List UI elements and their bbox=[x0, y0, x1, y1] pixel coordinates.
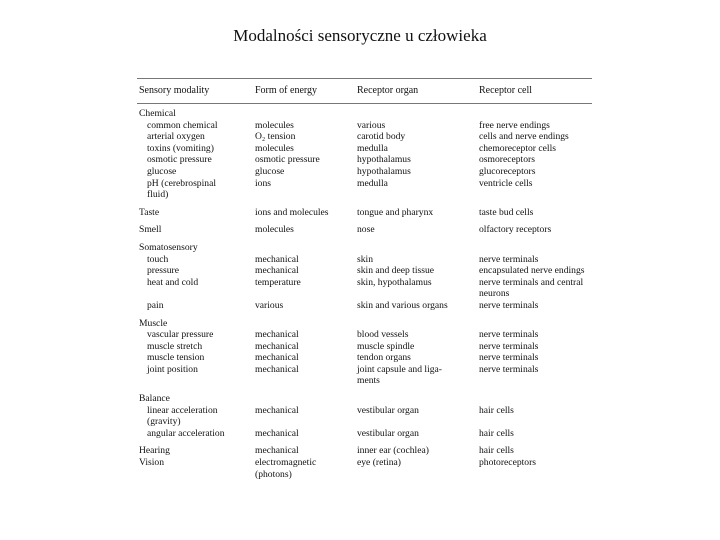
table-row bbox=[137, 300, 592, 312]
table-row bbox=[137, 288, 592, 300]
header-form-of-energy: Form of energy bbox=[255, 85, 318, 96]
energy-cell: various bbox=[255, 299, 284, 311]
receptor-cell: photoreceptors bbox=[479, 457, 537, 469]
energy-cell: molecules bbox=[255, 142, 294, 154]
table-row bbox=[137, 364, 592, 376]
organ-cell: tongue and pharynx bbox=[357, 206, 434, 218]
receptor-cell: nerve terminals bbox=[479, 340, 539, 352]
receptor-cell: taste bud cells bbox=[479, 206, 534, 218]
table-body bbox=[137, 108, 592, 480]
receptor-cell: free nerve endings bbox=[479, 119, 550, 131]
energy-cell: glucose bbox=[255, 165, 285, 177]
organ-cell: hypothalamus bbox=[357, 165, 411, 177]
energy-cell: mechanical bbox=[255, 265, 299, 277]
table-row bbox=[137, 405, 592, 417]
energy-cell: electromagnetic bbox=[255, 457, 317, 469]
modality-cell: fluid) bbox=[147, 189, 169, 201]
organ-cell: vestibular organ bbox=[357, 427, 419, 439]
modality-cell: angular acceleration bbox=[147, 427, 225, 439]
receptor-cell: nerve terminals bbox=[479, 363, 539, 375]
energy-cell: molecules bbox=[255, 119, 294, 131]
table-row bbox=[137, 318, 592, 330]
energy-cell: molecules bbox=[255, 224, 294, 236]
receptor-cell: nerve terminals and central bbox=[479, 276, 584, 288]
organ-cell: skin and various organs bbox=[357, 299, 448, 311]
modality-cell: joint position bbox=[147, 363, 198, 375]
energy-cell: mechanical bbox=[255, 340, 299, 352]
table-row bbox=[137, 224, 592, 236]
modality-cell: touch bbox=[147, 253, 169, 265]
table-row bbox=[137, 131, 592, 143]
energy-cell: mechanical bbox=[255, 363, 299, 375]
energy-cell: mechanical bbox=[255, 445, 299, 457]
table-row bbox=[137, 469, 592, 481]
organ-cell: carotid body bbox=[357, 131, 406, 143]
header-sensory-modality: Sensory modality bbox=[139, 85, 210, 96]
organ-cell: blood vessels bbox=[357, 329, 409, 341]
organ-cell: eye (retina) bbox=[357, 457, 401, 469]
energy-cell: mechanical bbox=[255, 352, 299, 364]
table-row bbox=[137, 341, 592, 353]
modality-cell: arterial oxygen bbox=[147, 131, 205, 143]
energy-cell: ions and molecules bbox=[255, 206, 329, 218]
organ-cell: nose bbox=[357, 224, 375, 236]
organ-cell: vestibular organ bbox=[357, 404, 419, 416]
table-row bbox=[137, 375, 592, 387]
modality-cell: Chemical bbox=[139, 108, 176, 119]
table-row bbox=[137, 108, 592, 120]
receptor-cell: olfactory receptors bbox=[479, 224, 552, 236]
table-row bbox=[137, 416, 592, 428]
receptor-cell: hair cells bbox=[479, 427, 514, 439]
modality-cell: Smell bbox=[139, 224, 162, 236]
receptor-cell: neurons bbox=[479, 288, 510, 300]
table-row bbox=[137, 329, 592, 341]
modality-cell: heat and cold bbox=[147, 276, 199, 288]
table-row bbox=[137, 120, 592, 132]
receptor-cell: nerve terminals bbox=[479, 299, 539, 311]
modality-cell: (gravity) bbox=[147, 416, 181, 428]
energy-cell: mechanical bbox=[255, 404, 299, 416]
receptor-cell: nerve terminals bbox=[479, 329, 539, 341]
table-row bbox=[137, 178, 592, 190]
modality-cell: glucose bbox=[147, 165, 177, 177]
energy-cell: mechanical bbox=[255, 253, 299, 265]
page-title: Modalności sensoryczne u człowieka bbox=[233, 26, 487, 45]
organ-cell: skin bbox=[357, 253, 373, 265]
receptor-cell: hair cells bbox=[479, 445, 514, 457]
organ-cell: inner ear (cochlea) bbox=[357, 445, 429, 457]
organ-cell: muscle spindle bbox=[357, 340, 415, 352]
organ-cell: medulla bbox=[357, 142, 388, 154]
table-row bbox=[137, 242, 592, 254]
modality-cell: osmotic pressure bbox=[147, 154, 212, 166]
receptor-cell: nerve terminals bbox=[479, 253, 539, 265]
receptor-cell: chemoreceptor cells bbox=[479, 142, 556, 154]
modality-cell: Balance bbox=[139, 393, 170, 405]
energy-cell: mechanical bbox=[255, 427, 299, 439]
energy-cell: mechanical bbox=[255, 329, 299, 341]
table-row bbox=[137, 428, 592, 440]
modality-cell: Taste bbox=[139, 206, 160, 218]
organ-cell: joint capsule and liga- bbox=[357, 363, 442, 375]
table-row bbox=[137, 445, 592, 457]
modality-cell: pH (cerebrospinal bbox=[147, 177, 216, 189]
modality-cell: Hearing bbox=[139, 445, 170, 457]
energy-cell: ions bbox=[255, 177, 271, 189]
modality-cell: muscle tension bbox=[147, 352, 205, 364]
modality-cell: toxins (vomiting) bbox=[147, 142, 214, 154]
organ-cell: skin, hypothalamus bbox=[357, 276, 432, 288]
energy-cell: temperature bbox=[255, 276, 301, 288]
organ-cell: hypothalamus bbox=[357, 154, 411, 166]
receptor-cell: ventricle cells bbox=[479, 177, 533, 189]
modality-cell: vascular pressure bbox=[147, 329, 214, 341]
table-row bbox=[137, 189, 592, 201]
table-row bbox=[137, 393, 592, 405]
organ-cell: ments bbox=[357, 375, 380, 387]
receptor-cell: encapsulated nerve endings bbox=[479, 265, 585, 277]
table-row bbox=[137, 352, 592, 364]
table-row bbox=[137, 154, 592, 166]
table-row bbox=[137, 265, 592, 277]
modality-cell: common chemical bbox=[147, 119, 218, 131]
header-receptor-cell: Receptor cell bbox=[479, 85, 533, 96]
modality-cell: Muscle bbox=[139, 317, 168, 329]
receptor-cell: osmoreceptors bbox=[479, 154, 535, 166]
energy-cell: O₂ tension bbox=[255, 131, 296, 143]
modality-cell: muscle stretch bbox=[147, 340, 203, 352]
table-row bbox=[137, 457, 592, 469]
scanned-table bbox=[137, 78, 592, 490]
modality-cell: linear acceleration bbox=[147, 404, 218, 416]
receptor-cell: glucoreceptors bbox=[479, 165, 536, 177]
modality-cell: Vision bbox=[139, 457, 165, 469]
receptor-cell: cells and nerve endings bbox=[479, 131, 569, 143]
receptor-cell: hair cells bbox=[479, 404, 514, 416]
table-row bbox=[137, 277, 592, 289]
organ-cell: medulla bbox=[357, 177, 388, 189]
modality-cell: pain bbox=[147, 299, 164, 311]
table-row bbox=[137, 207, 592, 219]
table-header bbox=[137, 78, 592, 104]
organ-cell: various bbox=[357, 119, 386, 131]
energy-cell: (photons) bbox=[255, 468, 292, 480]
receptor-cell: nerve terminals bbox=[479, 352, 539, 364]
energy-cell: osmotic pressure bbox=[255, 154, 320, 166]
organ-cell: tendon organs bbox=[357, 352, 411, 364]
table-row bbox=[137, 143, 592, 155]
organ-cell: skin and deep tissue bbox=[357, 265, 435, 277]
modality-cell: pressure bbox=[147, 265, 179, 277]
modality-cell: Somatosensory bbox=[139, 241, 198, 253]
table-row bbox=[137, 254, 592, 266]
header-receptor-organ: Receptor organ bbox=[357, 85, 419, 96]
table-row bbox=[137, 166, 592, 178]
